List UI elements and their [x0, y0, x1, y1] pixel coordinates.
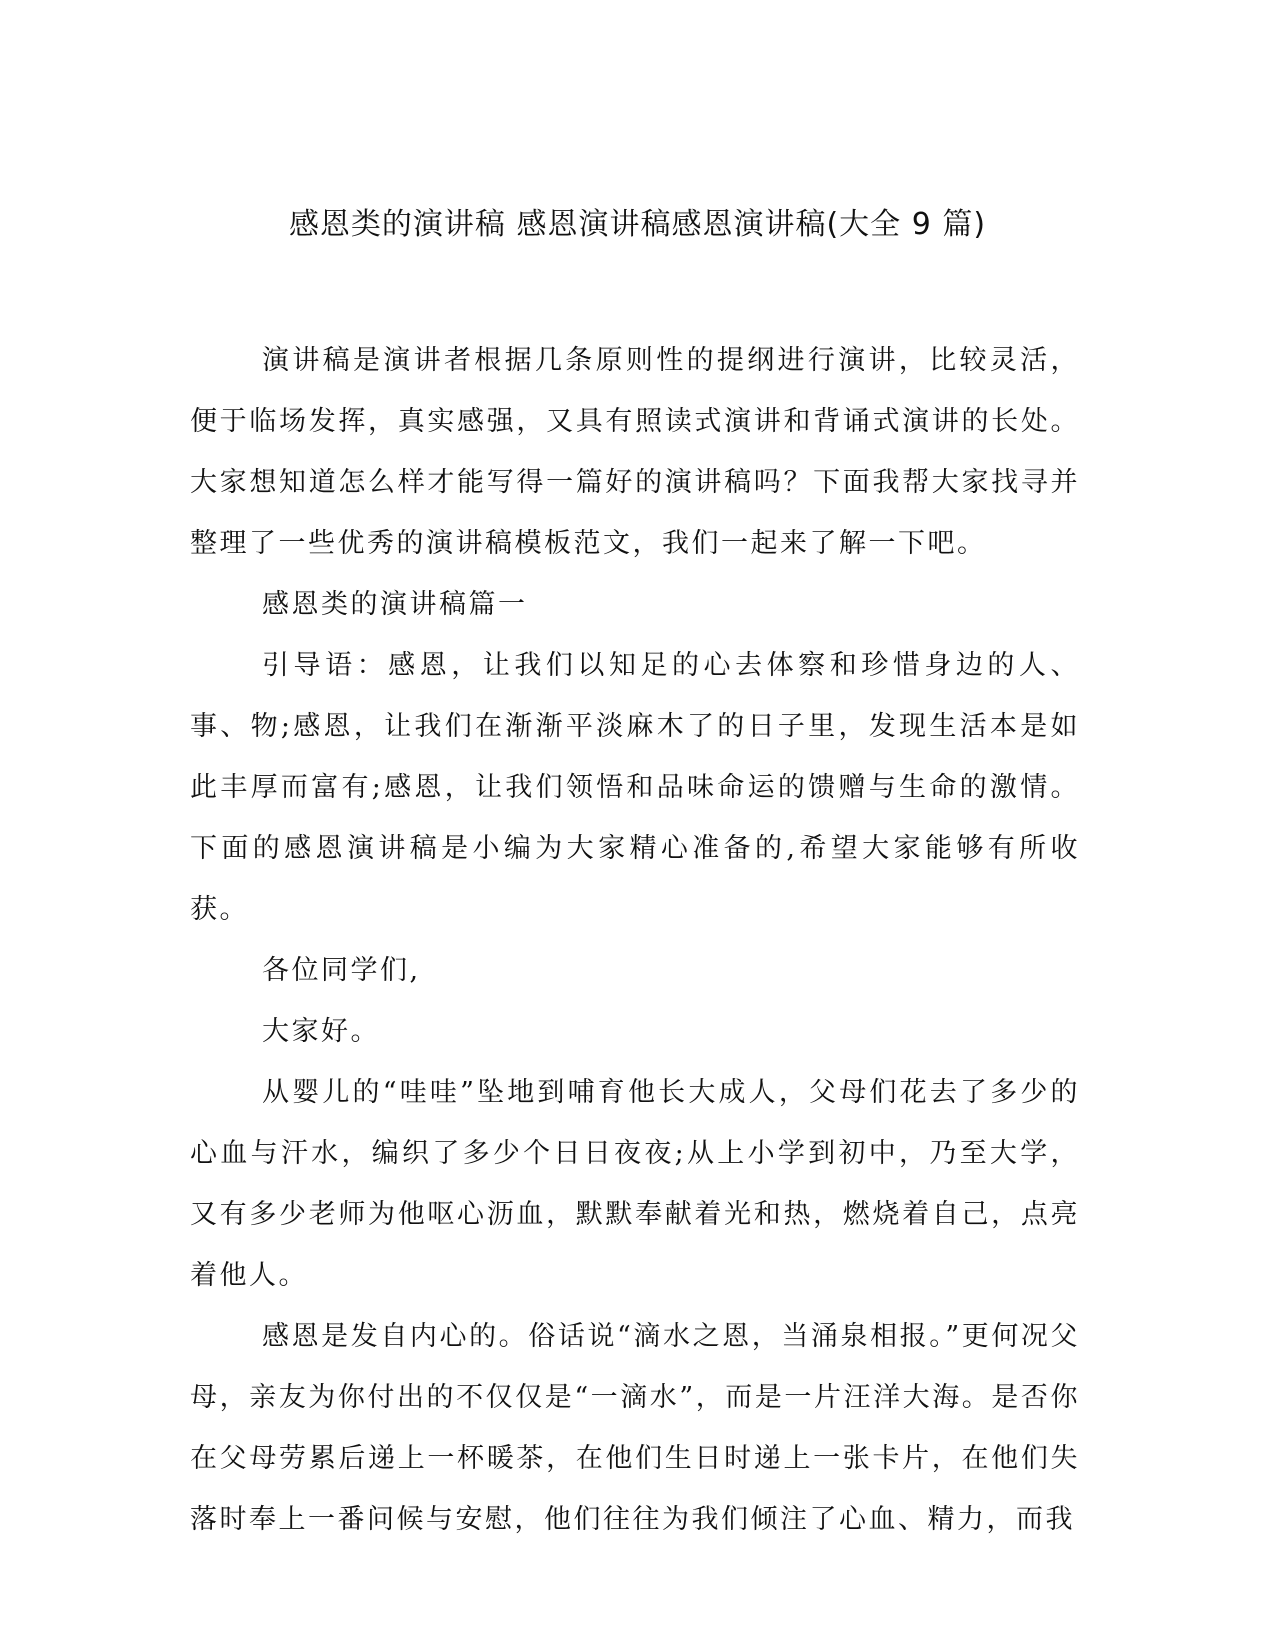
- paragraph-salutation: 大家好。: [262, 1016, 380, 1047]
- paragraph-intro: 演讲稿是演讲者根据几条原则性的提纲进行演讲，比较灵活，便于临场发挥，真实感强，又具有照读式演讲和背诵式演讲的长处。大家想知道怎么样才能写得一篇好的演讲稿吗？下面我帮大家找寻并整理了一些优秀的演讲稿模板范文，我们一起来了解一下吧。: [190, 345, 1080, 559]
- document-body: [190, 330, 1080, 1550]
- document-title: 感恩类的演讲稿 感恩演讲稿感恩演讲稿(大全 9 篇): [288, 207, 987, 242]
- paragraph-lead: 引导语：感恩，让我们以知足的心去体察和珍惜身边的人、事、物;感恩，让我们在渐渐平淡麻木了的日子里，发现生活本是如此丰厚而富有;感恩，让我们领悟和品味命运的馈赠与生命的激情。下面的感恩演讲稿是小编为大家精心准备的,希望大家能够有所收获。: [190, 650, 1080, 925]
- paragraph-body-2: 感恩是发自内心的。俗话说“滴水之恩，当涌泉相报。”更何况父母，亲友为你付出的不仅仅是“一滴水”，而是一片汪洋大海。是否你在父母劳累后递上一杯暖茶，在他们生日时递上一张卡片，在他们失落时奉上一番问候与安慰，他们往往为我们倾注了心血、精力，而我: [190, 1321, 1080, 1535]
- paragraph-greeting: 各位同学们,: [262, 955, 421, 986]
- section-heading: 感恩类的演讲稿篇一: [262, 589, 528, 620]
- paragraph-body-1: 从婴儿的“哇哇”坠地到哺育他长大成人，父母们花去了多少的心血与汗水，编织了多少个日日夜夜;从上小学到初中，乃至大学，又有多少老师为他呕心沥血，默默奉献着光和热，燃烧着自己，点亮着他人。: [190, 1077, 1080, 1291]
